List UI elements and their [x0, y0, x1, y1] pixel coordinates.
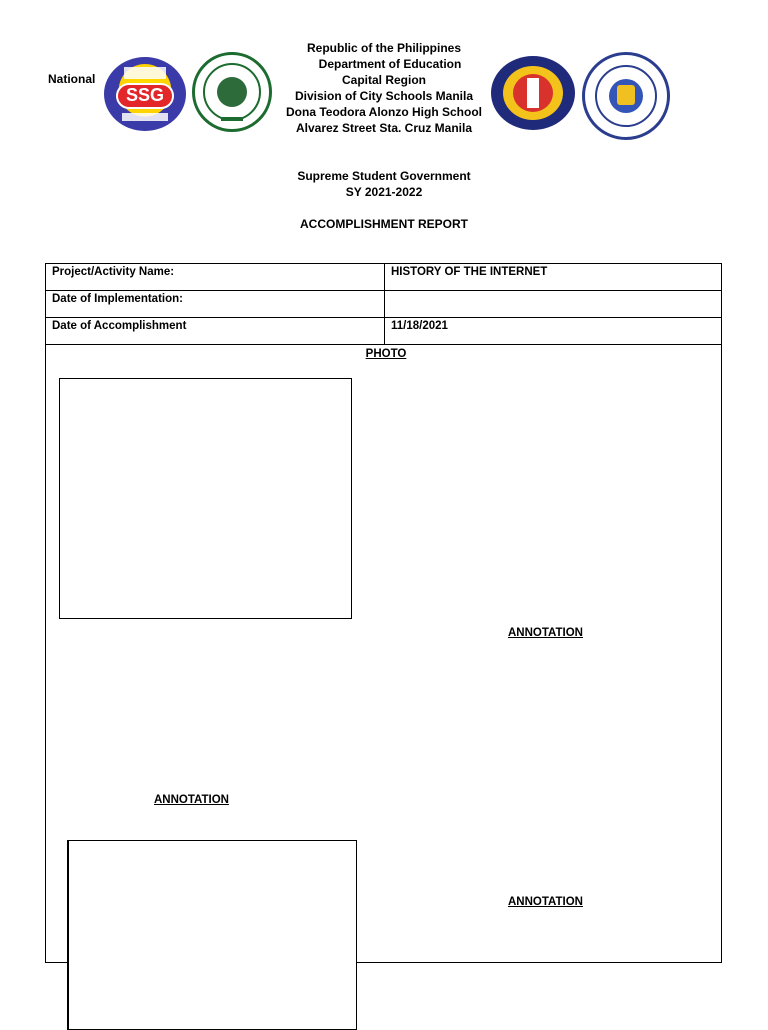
header-line-3: Capital Region — [341, 73, 426, 87]
header-line-4: Division of City Schools Manila — [294, 89, 474, 103]
header-line-6: Alvarez Street Sta. Cruz Manila — [295, 121, 473, 135]
row-value: 11/18/2021 — [385, 318, 722, 345]
header-line-1: Republic of the Philippines — [306, 41, 461, 55]
annotation-label-2: ANNOTATION — [154, 794, 229, 806]
table-row — [46, 264, 722, 291]
photo-heading: PHOTO — [365, 348, 407, 360]
row-label: Date of Implementation: — [46, 291, 385, 318]
header-line-5: Dona Teodora Alonzo High School — [286, 105, 482, 119]
org-name: Supreme Student Government — [297, 169, 471, 183]
row-label: Project/Activity Name: — [46, 264, 385, 291]
row-value — [385, 291, 722, 318]
photo-frame-1 — [59, 378, 352, 619]
ssg-logo-text: SSG — [125, 85, 164, 105]
row-value: HISTORY OF THE INTERNET — [385, 264, 722, 291]
national-label: National — [48, 72, 96, 86]
school-year: SY 2021-2022 — [345, 185, 423, 199]
info-table — [45, 263, 722, 345]
row-label: Date of Accomplishment — [46, 318, 385, 345]
annotation-label-3: ANNOTATION — [508, 896, 583, 908]
table-row — [46, 291, 722, 318]
header-line-2: Department of Education — [318, 57, 462, 71]
photo-frame-2 — [67, 840, 357, 1030]
report-title: ACCOMPLISHMENT REPORT — [300, 217, 468, 231]
division-seal-icon — [491, 56, 575, 130]
annotation-label-1: ANNOTATION — [508, 627, 583, 639]
deped-seal-icon — [582, 52, 670, 140]
